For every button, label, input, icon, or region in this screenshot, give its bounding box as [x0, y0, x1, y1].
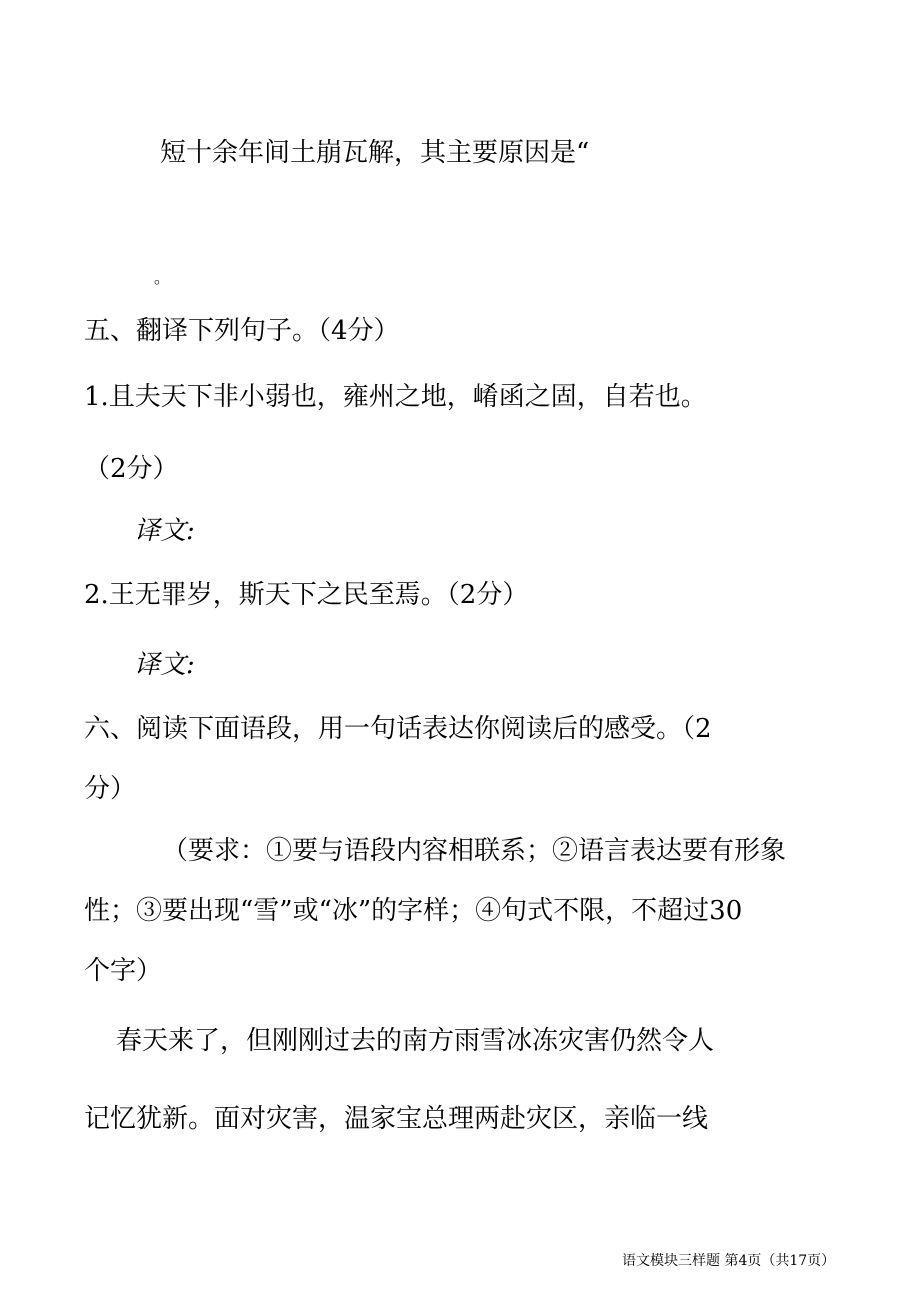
section-heading: 五、翻译下列句子。（4分） [84, 316, 400, 346]
question-text: 2.王无罪岁，斯天下之民至焉。（2分） [84, 580, 529, 610]
text-line: 短十余年间土崩瓦解，其主要原因是“ [160, 138, 590, 168]
text-line: 。 [154, 268, 171, 287]
translation-label: 译文: [134, 650, 195, 680]
question-score: （2分） [84, 454, 179, 484]
passage-text: 记忆犹新。面对灾害，温家宝总理两赴灾区，亲临一线 [84, 1104, 709, 1134]
requirement-text: 性；③要出现“雪”或“冰”的字样；④句式不限，不超过30 [84, 896, 743, 926]
section-heading: 六、阅读下面语段，用一句话表达你阅读后的感受。（2 [84, 714, 712, 744]
page-footer: 语文模块三样题 第4页（共17页） [622, 1253, 836, 1269]
requirement-text: （要求：①要与语段内容相联系；②语言表达要有形象 [162, 836, 787, 866]
passage-text: 春天来了，但刚刚过去的南方雨雪冰冻灾害仍然令人 [116, 1026, 715, 1056]
text-line: 分） [84, 774, 137, 804]
requirement-text: 个字） [84, 956, 163, 986]
translation-label: 译文: [134, 516, 195, 546]
question-text: 1.且夫天下非小弱也，雍州之地，崤函之固，自若也。 [84, 382, 707, 412]
